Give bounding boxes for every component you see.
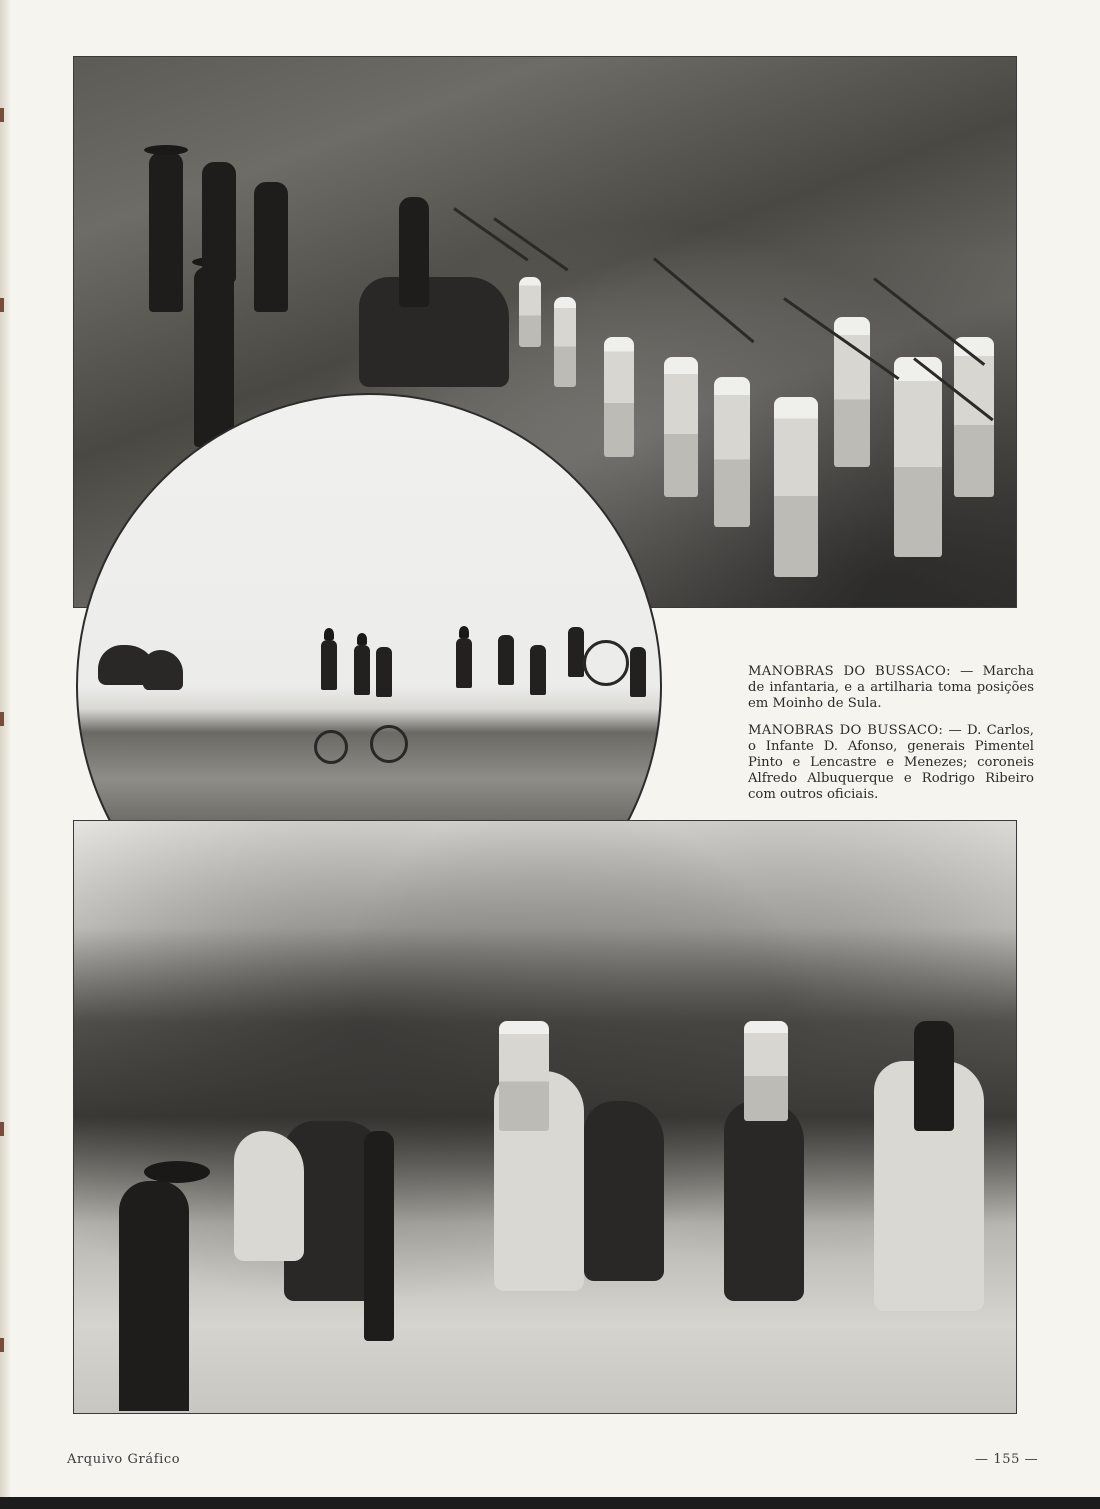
- horse-figure: [584, 1101, 664, 1281]
- soldier-figure: [321, 640, 337, 690]
- binding-mark: [0, 108, 4, 122]
- soldier-figure: [456, 638, 472, 688]
- civilian-figure: [149, 152, 183, 312]
- helmet-icon: [324, 628, 334, 640]
- rifle-shape: [873, 277, 985, 366]
- photo-officers-on-horseback: [73, 820, 1017, 1414]
- page-binding-edge: [0, 0, 10, 1509]
- soldier-figure: [554, 297, 576, 387]
- cart-wheel: [370, 725, 408, 763]
- caption-infantry-artillery: [748, 664, 1034, 712]
- hat-icon: [144, 145, 188, 155]
- hat-icon: [144, 1161, 210, 1183]
- helmet-icon: [357, 633, 367, 645]
- cart-wheel: [314, 730, 348, 764]
- cannon-wheel: [583, 640, 629, 686]
- page-bottom-band: [0, 1497, 1100, 1509]
- horse-figure: [234, 1131, 304, 1261]
- soldier-figure: [664, 357, 698, 497]
- soldier-figure: [498, 635, 514, 685]
- caption-heading: MANOBRAS DO BUSSACO:: [748, 723, 944, 739]
- soldier-figure: [354, 645, 370, 695]
- soldier-figure: [630, 647, 646, 697]
- officer-figure: [399, 197, 429, 307]
- binding-mark: [0, 298, 4, 312]
- civilian-figure: [254, 182, 288, 312]
- binding-mark: [0, 712, 4, 726]
- binding-mark: [0, 1338, 4, 1352]
- soldier-figure: [568, 627, 584, 677]
- publication-title: Arquivo Gráfico: [67, 1452, 181, 1467]
- soldier-figure: [894, 357, 942, 557]
- soldier-figure: [604, 337, 634, 457]
- soldier-figure: [519, 277, 541, 347]
- officer-figure: [499, 1021, 549, 1131]
- soldier-figure: [714, 377, 750, 527]
- horse-figure: [359, 277, 509, 387]
- caption-text: — D. Carlos, o Infante D. Afonso, generais Pimentel Pinto e Lencastre e Menezes; coroneis Alfredo Albuquerque e Rodrigo Ribeiro com outros oficiais.: [748, 723, 1034, 803]
- horse-figure: [143, 650, 183, 690]
- officer-figure: [364, 1131, 394, 1341]
- helmet-icon: [459, 626, 469, 638]
- page-number: — 155 —: [975, 1452, 1039, 1467]
- officer-figure: [914, 1021, 954, 1131]
- soldier-figure: [376, 647, 392, 697]
- officer-figure: [744, 1021, 788, 1121]
- binding-mark: [0, 1122, 4, 1136]
- civilian-figure: [119, 1181, 189, 1411]
- civilian-figure: [194, 267, 234, 447]
- caption-text: — Marcha de infantaria, e a artilharia toma posições em Moinho de Sula.: [748, 664, 1034, 712]
- caption-officers: [748, 723, 1034, 803]
- rifle-shape: [653, 257, 755, 343]
- soldier-figure: [774, 397, 818, 577]
- caption-heading: MANOBRAS DO BUSSACO:: [748, 664, 951, 680]
- civilian-figure: [202, 162, 236, 282]
- soldier-figure: [530, 645, 546, 695]
- horse-figure: [724, 1101, 804, 1301]
